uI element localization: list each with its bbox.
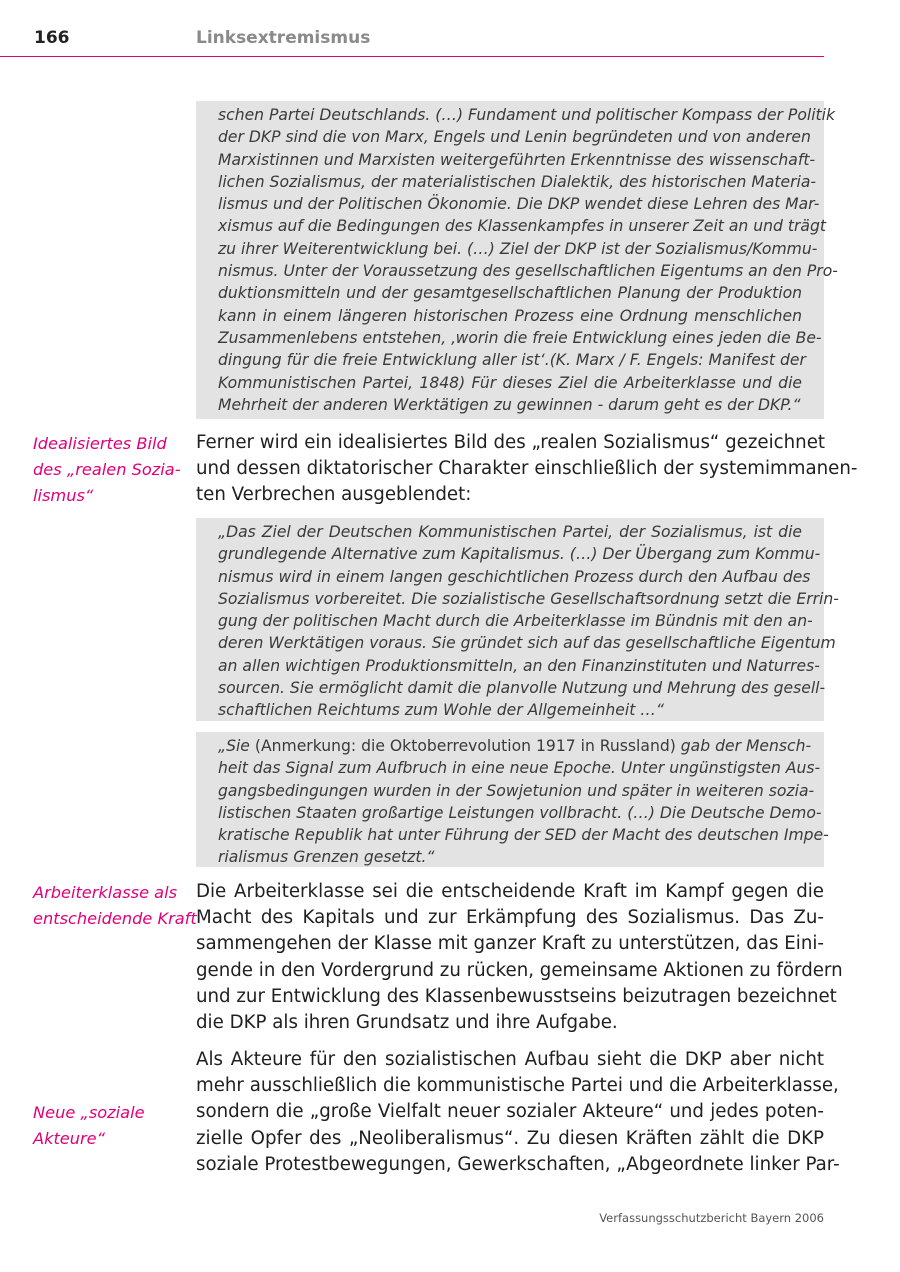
paragraph-line: und dessen diktatorischer Charakter einschließlich der systemimmanen-	[196, 458, 858, 480]
page-footer: Verfassungsschutzbericht Bayern 2006	[599, 1211, 824, 1225]
paragraph-idealized-socialism	[196, 430, 858, 509]
quote-line: heit das Signal zum Aufbruch in eine neue Epoche. Unter ungünstigsten Aus-	[218, 759, 821, 778]
quote-line: lismus und der Politischen Ökonomie. Die DKP wendet diese Lehren des Mar-	[218, 195, 820, 214]
paragraph-line: Als Akteure für den sozialistischen Aufbau sieht die DKP aber nicht	[196, 1049, 824, 1070]
quote-line: der DKP sind die von Marx, Engels und Lenin begründeten und von anderen	[218, 128, 811, 147]
paragraph-line: Ferner wird ein idealisiertes Bild des „realen Sozialismus“ gezeichnet	[196, 432, 826, 453]
margin-note-line: Neue „soziale	[33, 1103, 145, 1122]
quote-line: dingung für die freie Entwicklung aller ist‘.(K. Marx / F. Engels: Manifest der	[218, 351, 806, 370]
quote-line	[218, 735, 812, 757]
quote-line: Sozialismus vorbereitet. Die sozialistische Gesellschaftsordnung setzt die Errin-	[218, 589, 839, 608]
quote-block-socialism-goal	[196, 518, 839, 721]
margin-note-social-actors	[33, 1100, 193, 1152]
margin-note-line: Arbeiterklasse als	[33, 883, 178, 902]
quote-line: sourcen. Sie ermöglicht damit die planvolle Nutzung und Mehrung des gesell-	[218, 679, 826, 698]
paragraph-line: zielle Opfer des „Neoliberalismus“. Zu diesen Kräften zählt die DKP	[196, 1127, 824, 1149]
quote-line: an allen wichtigen Produktionsmitteln, an den Finanzinstituten und Naturres-	[218, 656, 820, 675]
quote-line: Kommunistischen Partei, 1848) Für dieses Ziel die Arbeiterklasse und die	[218, 373, 802, 392]
quote-line: gung der politischen Macht durch die Arbeiterklasse im Bündnis mit den an-	[218, 612, 813, 631]
page-number: 166	[34, 28, 70, 48]
paragraph-line: und zur Entwicklung des Klassenbewusstseins beizutragen bezeichnet	[196, 985, 837, 1007]
quote-line: schaftlichen Reichtums zum Wohle der Allgemeinheit …“	[218, 701, 664, 720]
paragraph-line: soziale Protestbewegungen, Gewerkschaften, „Abgeordnete linker Par-	[196, 1153, 840, 1175]
quote-line: Zusammenlebens entstehen, ‚worin die freie Entwicklung eines jeden die Be-	[218, 328, 822, 347]
quote-line: xismus auf die Bedingungen des Klassenkampfes in unserer Zeit an und trägt	[218, 217, 826, 236]
margin-note-line: Idealisiertes Bild	[33, 434, 167, 453]
editor-note: (Anmerkung: die Oktoberrevolution 1917 in Russland)	[254, 737, 676, 755]
paragraph-line: sammengehen der Klasse mit ganzer Kraft zu unterstützen, das Eini-	[196, 933, 824, 955]
margin-note-working-class	[33, 880, 197, 932]
margin-note-line: des „realen Sozia-	[33, 460, 181, 479]
quote-line-start: „Sie	[218, 737, 250, 755]
quote-line: duktionsmitteln und der gesamtgesellschaftlichen Planung der Produktion	[218, 284, 802, 303]
page-header	[0, 24, 824, 57]
quote-line: „Das Ziel der Deutschen Kommunistischen Partei, der Sozialismus, ist die	[218, 523, 802, 541]
quote-line: gangsbedingungen wurden in der Sowjetunion und später in weiteren sozia-	[218, 781, 815, 800]
quote-line: schen Partei Deutschlands. (…) Fundament und politischer Kompass der Politik	[218, 106, 836, 124]
paragraph-social-actors	[196, 1047, 840, 1178]
quote-line: nismus. Unter der Voraussetzung des gesellschaftlichen Eigentums an den Pro-	[218, 262, 838, 281]
quote-line-end: gab der Mensch-	[680, 737, 812, 755]
paragraph-line: gende in den Vordergrund zu rücken, gemeinsame Aktionen zu fördern	[196, 959, 843, 981]
quote-line: kann in einem längeren historischen Prozess eine Ordnung menschlichen	[218, 306, 802, 325]
quote-line: lichen Sozialismus, der materialistischen Dialektik, des historischen Materia-	[218, 172, 817, 191]
quote-line: grundlegende Alternative zum Kapitalismus. (…) Der Übergang zum Kommu-	[218, 545, 821, 564]
paragraph-line: Macht des Kapitals und zur Erkämpfung des Sozialismus. Das Zu-	[196, 907, 824, 929]
quote-line: listischen Staaten großartige Leistungen vollbracht. (…) Die Deutsche Demo-	[218, 803, 822, 822]
quote-block-dkp-program	[196, 101, 838, 419]
quote-line: Marxistinnen und Marxisten weitergeführten Erkenntnisse des wissenschaft-	[218, 150, 816, 169]
quote-line: kratische Republik hat unter Führung der SED der Macht des deutschen Impe-	[218, 826, 829, 845]
paragraph-line: mehr ausschließlich die kommunistische Partei und die Arbeiterklasse,	[196, 1075, 839, 1097]
paragraph-line: ten Verbrechen ausgeblendet:	[196, 484, 472, 506]
paragraph-line: Die Arbeiterklasse sei die entscheidende Kraft im Kampf gegen die	[196, 881, 824, 902]
chapter-title: Linksextremismus	[196, 28, 371, 48]
margin-note-line: lismus“	[33, 486, 94, 505]
quote-line: Mehrheit der anderen Werktätigen zu gewinnen - darum geht es der DKP.“	[218, 395, 801, 414]
paragraph-line: sondern die „große Vielfalt neuer sozialer Akteure“ und jedes poten-	[196, 1101, 824, 1123]
paragraph-working-class	[196, 879, 843, 1036]
quote-line: deren Werktätigen voraus. Sie gründet sich auf das gesellschaftliche Eigentum	[218, 634, 836, 653]
quote-line: nismus wird in einem langen geschichtlichen Prozess durch den Aufbau des	[218, 567, 811, 586]
margin-note-idealized-socialism	[33, 431, 193, 509]
quote-block-october-revolution	[196, 732, 829, 867]
quote-line: rialismus Grenzen gesetzt.“	[218, 848, 435, 867]
margin-note-line: Akteure“	[33, 1129, 106, 1148]
quote-line: zu ihrer Weiterentwicklung bei. (…) Ziel der DKP ist der Sozialismus/Kommu-	[218, 239, 818, 258]
margin-note-line: entscheidende Kraft	[33, 909, 197, 928]
paragraph-line: die DKP als ihren Grundsatz und ihre Aufgabe.	[196, 1011, 618, 1033]
